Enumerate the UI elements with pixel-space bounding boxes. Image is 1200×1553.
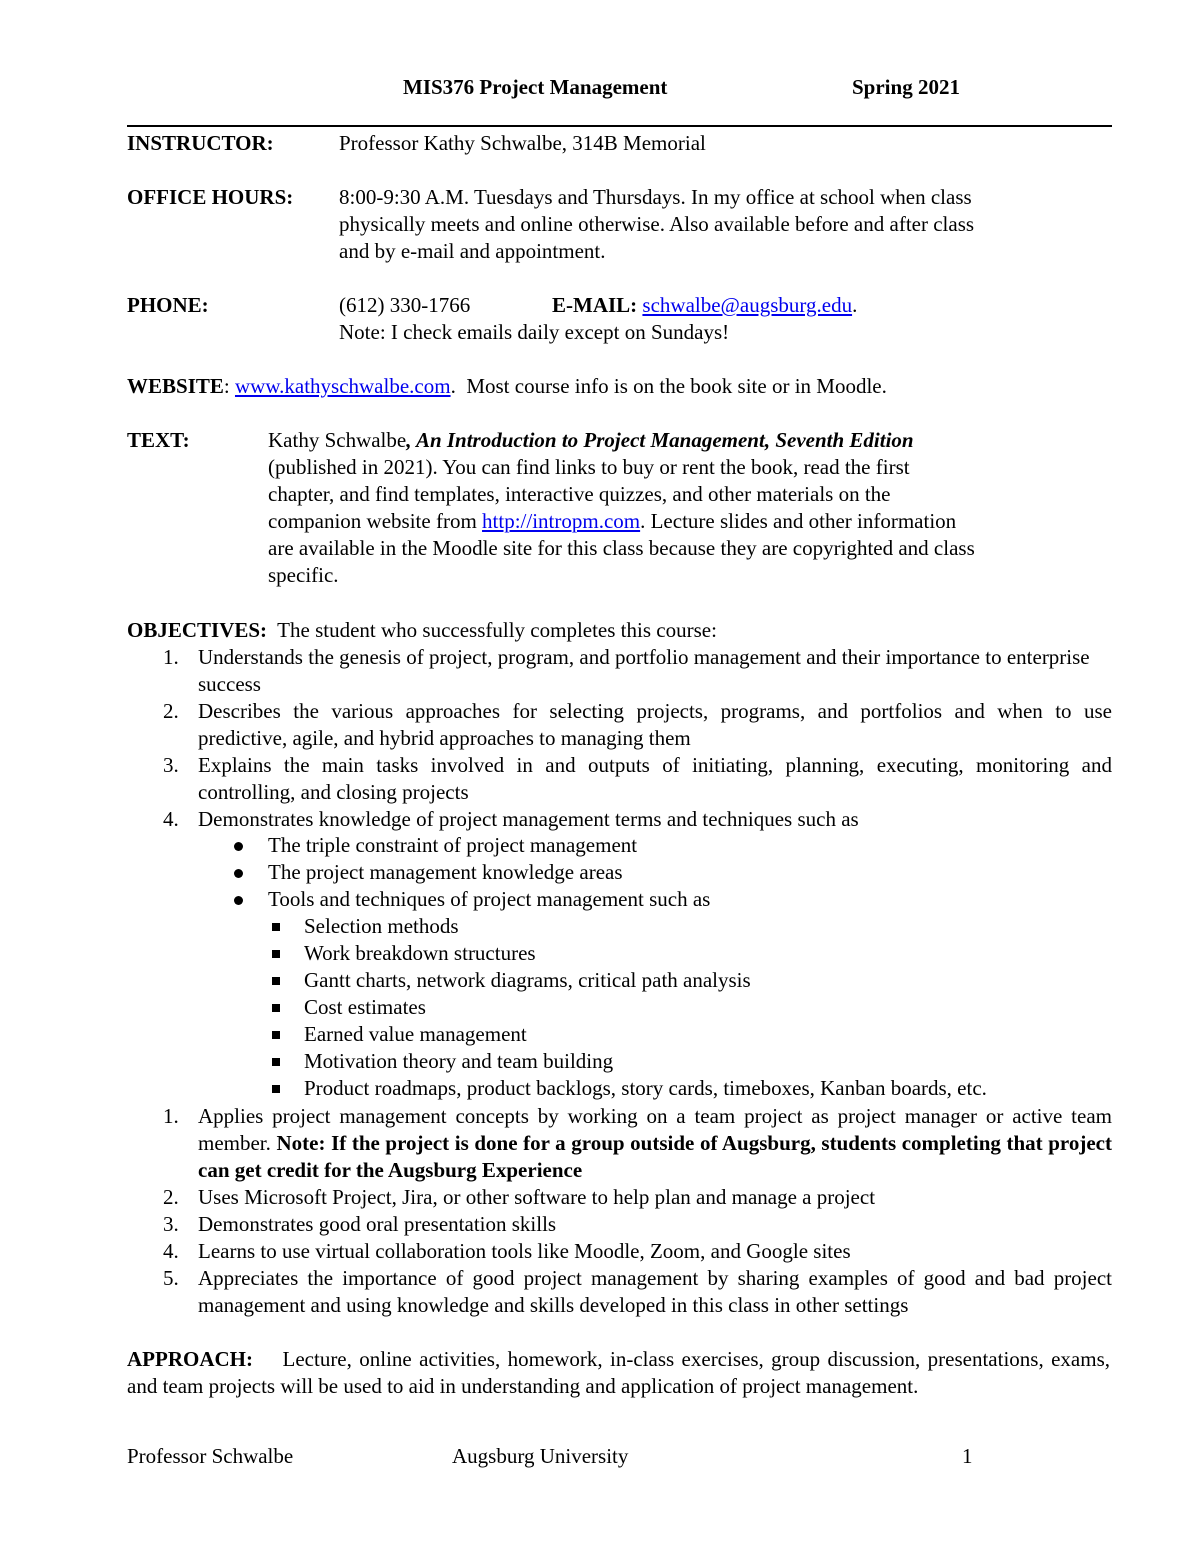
textbook-line: are available in the Moodle site for this class because they are copyrighted and class [268,536,975,560]
office-hours-label: OFFICE HOURS: [127,185,294,209]
list-item [127,1103,1112,1184]
list-item-text: Demonstrates good oral presentation skills [198,1212,557,1236]
instructor-value: Professor Kathy Schwalbe, 314B Memorial [339,131,706,155]
website-description: . Most course info is on the book site or in Moodle. [450,374,887,398]
list-item [127,1021,1112,1048]
list-item-text: Explains the main tasks involved in and outputs of initiating, planning, executing, monitoring and controlling, and closing projects [198,753,1112,804]
square-bullet-icon [272,950,280,958]
list-number: 1. [163,645,179,669]
list-item-text: Selection methods [304,914,459,938]
list-number: 3. [163,1212,179,1236]
website-colon: : [223,374,235,398]
approach-label: APPROACH: [127,1347,253,1371]
list-item [127,994,1112,1021]
instructor-label: INSTRUCTOR: [127,131,274,155]
textbook-line [268,508,1098,535]
textbook-text: . Lecture slides and other information [640,509,957,533]
objectives-intro: The student who successfully completes this course: [267,618,717,642]
list-number: 1. [163,1104,179,1128]
list-item [127,698,1112,752]
footer-university: Augsburg University [452,1444,629,1468]
list-number: 2. [163,699,179,723]
email-note: Note: I check emails daily except on Sundays! [339,320,730,344]
textbook-title: , An Introduction to Project Management, Seventh Edition [406,428,914,452]
phone-label: PHONE: [127,293,209,317]
list-item [127,1211,1112,1238]
list-item [127,1048,1112,1075]
list-item-text: Tools and techniques of project management such as [268,887,711,911]
list-item-text: Product roadmaps, product backlogs, story cards, timeboxes, Kanban boards, etc. [304,1076,987,1100]
footer-author: Professor Schwalbe [127,1444,294,1468]
list-item-text: Cost estimates [304,995,426,1019]
textbook-line: specific. [268,563,339,587]
square-bullet-icon [272,1031,280,1039]
objectives-list-continued [127,1103,1112,1319]
list-item [127,940,1112,967]
list-item [127,832,1112,859]
list-item-text: Learns to use virtual collaboration tools like Moodle, Zoom, and Google sites [198,1239,851,1263]
textbook-line: (published in 2021). You can find links to buy or rent the book, read the first [268,455,910,479]
list-item [127,1238,1112,1265]
office-hours-line: physically meets and online otherwise. Also available before and after class [339,212,975,236]
augsburg-experience-note: Note: If the project is done for a group outside of Augsburg, students completing that project can get credit for the Augsburg Experience [198,1131,1112,1182]
website-link[interactable]: www.kathyschwalbe.com [234,374,451,398]
objectives-heading [127,617,717,644]
office-hours-text [339,184,1099,265]
list-item-text: The project management knowledge areas [268,860,623,884]
list-item [127,967,1112,994]
list-item-text: Uses Microsoft Project, Jira, or other software to help plan and manage a project [198,1185,876,1209]
objectives-list [127,644,1112,833]
textbook-text: companion website from [268,509,483,533]
textbook-info [268,427,1098,589]
list-item-text: The triple constraint of project management [268,833,638,857]
textbook-author: Kathy Schwalbe [268,428,407,452]
list-item [127,806,1112,833]
list-number: 3. [163,753,179,777]
list-item [127,859,1112,886]
list-item [127,1265,1112,1319]
bullet-list [127,832,1112,1102]
list-item [127,886,1112,913]
objectives-label: OBJECTIVES: [127,618,268,642]
list-item [127,644,1112,698]
square-bullet-icon [272,1085,280,1093]
page-number: 1 [962,1444,973,1468]
approach-paragraph [127,1346,1116,1400]
list-number: 4. [163,1239,179,1263]
list-item [127,752,1112,806]
bullet-icon [234,896,243,905]
list-number: 4. [163,807,179,831]
term: Spring 2021 [852,75,960,99]
list-item-text: Applies project management concepts by working on a team project as project manager or active team member. [198,1104,1112,1155]
list-item-text: Earned value management [304,1022,527,1046]
text-label: TEXT: [127,428,190,452]
list-item-text: Motivation theory and team building [304,1049,614,1073]
square-bullet-icon [272,977,280,985]
list-item-text: Demonstrates knowledge of project management terms and techniques such as [198,807,859,831]
email-label: E-MAIL: [552,293,638,317]
companion-website-link[interactable]: http://intropm.com [482,509,641,533]
list-item-text: Gantt charts, network diagrams, critical path analysis [304,968,751,992]
list-item-text: Describes the various approaches for selecting projects, programs, and portfolios and when to use predictive, agile, and hybrid approaches to managing them [198,699,1112,750]
phone-number: (612) 330-1766 [339,293,471,317]
list-item [127,1184,1112,1211]
office-hours-line: and by e-mail and appointment. [339,239,606,263]
list-item-text: Appreciates the importance of good project management by sharing examples of good and bad project management and using knowledge and skills developed in this class in other settings [198,1266,1112,1317]
list-number: 2. [163,1185,179,1209]
list-item [127,1075,1112,1102]
email-suffix: . [852,293,858,317]
course-title: MIS376 Project Management [403,75,668,99]
textbook-line: chapter, and find templates, interactive quizzes, and other materials on the [268,482,891,506]
square-bullet-icon [272,923,280,931]
list-item-text: Understands the genesis of project, program, and portfolio management and their importance to enterprise success [198,645,1090,696]
email-link[interactable]: schwalbe@augsburg.edu [642,293,853,317]
square-bullet-icon [272,1004,280,1012]
list-item [127,913,1112,940]
square-bullet-icon [272,1058,280,1066]
header-rule [127,125,1112,127]
website-line [127,373,887,400]
bullet-icon [234,842,243,851]
website-label: WEBSITE [127,374,224,398]
approach-text: Lecture, online activities, homework, in-class exercises, group discussion, presentations, exams, and team projects will be used to aid in understanding and application of project management. [127,1347,1116,1398]
bullet-icon [234,869,243,878]
office-hours-line: 8:00-9:30 A.M. Tuesdays and Thursdays. In my office at school when class [339,185,972,209]
list-number: 5. [163,1266,179,1290]
list-item-text: Work breakdown structures [304,941,536,965]
email-block [552,292,857,319]
textbook-line [268,427,1098,454]
